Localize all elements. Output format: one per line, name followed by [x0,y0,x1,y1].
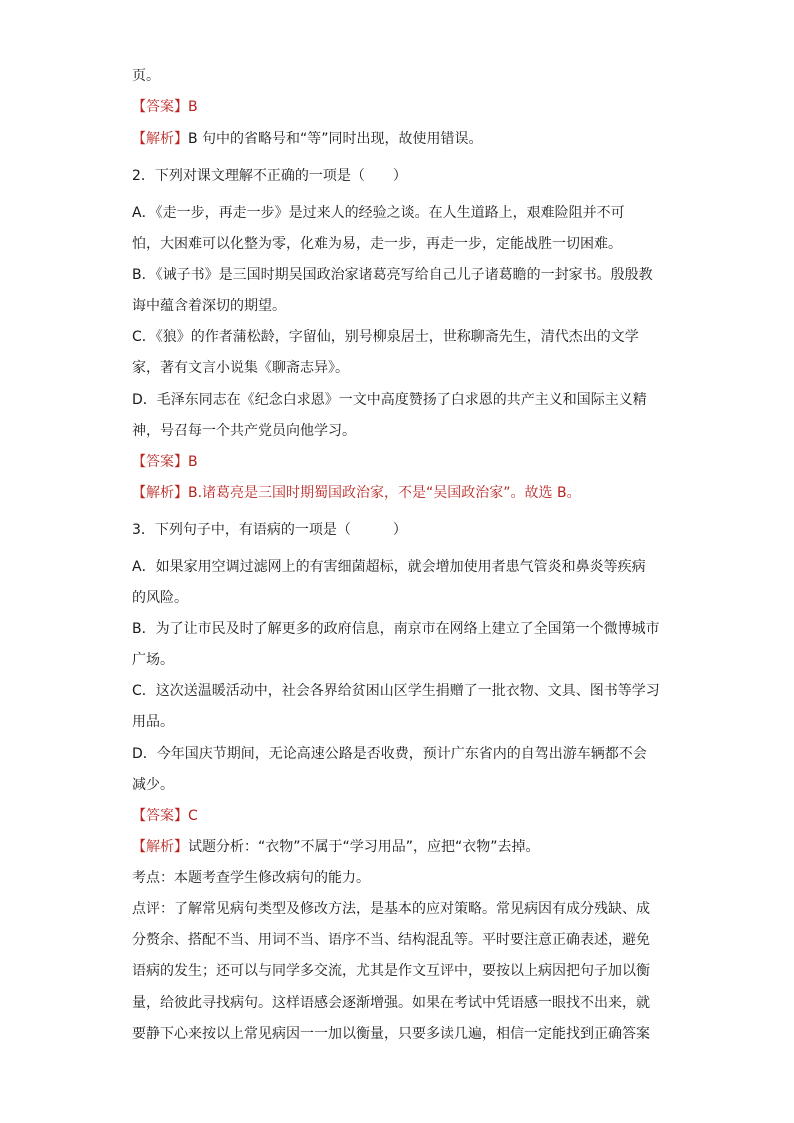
analysis-label: 【解析】 [132,839,188,855]
question-2-option-a-cont: 怕，大困难可以化整为零，化难为易，走一步，再走一步，定能战胜一切困难。 [132,236,622,252]
question-3-option-c-cont: 用品。 [132,714,174,730]
question-3-option-d-cont: 减少。 [132,777,174,793]
answer-label: 【答案】 [132,808,188,824]
comment-text-4: 量，给彼此寻找病句。这样语感会逐渐增强。如果在考试中凭语感一眼找不出来，就 [132,995,650,1011]
question-2-option-c: C．《狼》的作者蒲松龄，字留仙，别号柳泉居士，世称聊斋先生，清代杰出的文学 [132,329,639,345]
question-2-option-b-cont: 诲中蕴含着深切的期望。 [132,298,286,314]
analysis-row-q3 [132,838,672,856]
analysis-label: 【解析】 [132,131,188,147]
answer-row-q1 [132,98,672,116]
question-2-stem: 2．下列对课文理解不正确的一项是（ ） [132,168,407,184]
comment-text-2: 分赘余、搭配不当、用词不当、语序不当、结构混乱等。平时要注意正确表述，避免 [132,932,650,948]
analysis-row-q2 [132,484,672,502]
question-3-stem: 3．下列句子中，有语病的一项是（ ） [132,522,407,538]
comment-text-3: 语病的发生；还可以与同学多交流，尤其是作文互评中，要按以上病因把句子加以衡 [132,963,650,979]
answer-label: 【答案】 [132,454,188,470]
answer-value: C [188,808,198,824]
question-3-option-a-cont: 的风险。 [132,590,188,606]
question-2-option-a: A．《走一步，再走一步》是过来人的经验之谈。在人生道路上，艰难险阻并不可 [132,205,625,221]
analysis-text: B 句中的省略号和“等”同时出现，故使用错误。 [188,131,483,147]
question-2-option-d-cont: 神，号召每一个共产党员向他学习。 [132,423,356,439]
comment-text-5: 要静下心来按以上常见病因一一加以衡量，只要多读几遍，相信一定能找到正确答案 [132,1026,650,1042]
question-2-option-c-cont: 家，著有文言小说集《聊斋志异》。 [132,360,349,376]
answer-row-q2 [132,453,672,471]
question-2-option-d: D．毛泽东同志在《纪念白求恩》一文中高度赞扬了白求恩的共产主义和国际主义精 [132,392,647,408]
analysis-text: 试题分析：“衣物”不属于“学习用品”，应把“衣物”去掉。 [188,839,540,855]
exam-point-text: 考点：本题考查学生修改病句的能力。 [132,870,370,886]
question-3-option-d: D．今年国庆节期间，无论高速公路是否收费，预计广东省内的自驾出游车辆都不会 [132,746,647,762]
question-2-option-b: B．《诫子书》是三国时期吴国政治家诸葛亮写给自己儿子诸葛瞻的一封家书。殷殷教 [132,267,653,283]
question-3-option-b-cont: 广场。 [132,652,174,668]
analysis-row-q1 [132,130,672,148]
analysis-label: 【解析】 [132,485,188,501]
question-3-option-c: C．这次送温暖活动中，社会各界给贫困山区学生捐赠了一批衣物、文具、图书等学习 [132,683,660,699]
analysis-text: B.诸葛亮是三国时期蜀国政治家，不是“吴国政治家”。故选 B。 [188,485,581,501]
answer-value: B [188,454,198,470]
answer-value: B [188,99,198,115]
answer-row-q3 [132,807,672,825]
question-3-option-a: A．如果家用空调过滤网上的有害细菌超标，就会增加使用者患气管炎和鼻炎等疾病 [132,559,646,575]
comment-text-1: 点评：了解常见病句类型及修改方法，是基本的应对策略。常见病因有成分残缺、成 [132,901,650,917]
question-3-option-b: B．为了让市民及时了解更多的政府信息，南京市在网络上建立了全国第一个微博城市 [132,621,660,637]
continuation-text: 页。 [132,68,160,84]
answer-label: 【答案】 [132,99,188,115]
